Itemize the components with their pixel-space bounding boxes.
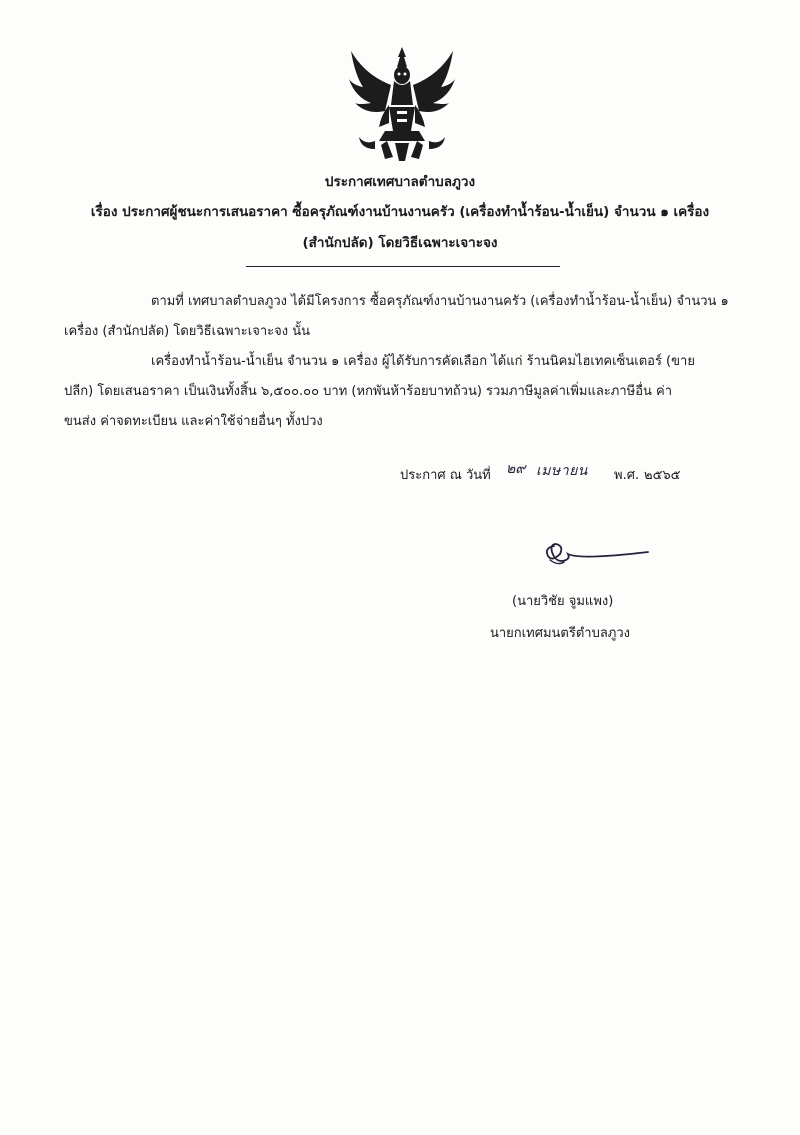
era-label: พ.ศ. — [614, 468, 640, 483]
paragraph-2-line-1: เครื่องทำน้ำร้อน-น้ำเย็น จำนวน ๑ เครื่อง ผู้ได้รับการคัดเลือก ได้แก่ ร้านนิคมไฮเทคเซ็นเตอร์ (ขาย — [151, 354, 695, 369]
handwritten-day: ๒๙ — [506, 461, 526, 477]
paragraph-1-line-1: ตามที่ เทศบาลตำบลภูวง ได้มีโครงการ ซื้อครุภัณฑ์งานบ้านงานครัว (เครื่องทำน้ำร้อน-น้ำเย็น) จำนวน ๑ — [151, 294, 729, 309]
garuda-emblem-icon — [345, 45, 460, 163]
heading-divider — [246, 266, 560, 267]
paragraph-2-line-2: ปลีก) โดยเสนอราคา เป็นเงินทั้งสิ้น ๖,๕๐๐.๐๐ บาท (หกพันห้าร้อยบาทถ้วน) รวมภาษีมูลค่าเพิ่มและภาษีอื่น ค่า — [64, 384, 673, 399]
date-prefix: ประกาศ ณ วันที่ — [400, 468, 491, 483]
paragraph-1-line-2: เครื่อง (สำนักปลัด) โดยวิธีเฉพาะเจาะจง นั้น — [64, 324, 310, 339]
signatory-name: (นายวิชัย จูมแพง) — [512, 594, 614, 609]
year: ๒๕๖๕ — [644, 468, 681, 483]
paragraph-2-line-3: ขนส่ง ค่าจดทะเบียน และค่าใช้จ่ายอื่นๆ ทั้งปวง — [64, 414, 323, 429]
issuer-heading: ประกาศเทศบาลตำบลภูวง — [324, 174, 476, 190]
signature-icon — [540, 540, 650, 572]
subject-line-2: (สำนักปลัด) โดยวิธีเฉพาะเจาะจง — [302, 235, 498, 251]
subject-line-1: เรื่อง ประกาศผู้ชนะการเสนอราคา ซื้อครุภัณฑ์งานบ้านงานครัว (เครื่องทำน้ำร้อน-น้ำเย็น) จำนวน ๑ เครื่อง — [90, 204, 710, 220]
handwritten-month: เมษายน — [536, 463, 588, 479]
signatory-title: นายกเทศมนตรีตำบลภูวง — [490, 626, 630, 641]
